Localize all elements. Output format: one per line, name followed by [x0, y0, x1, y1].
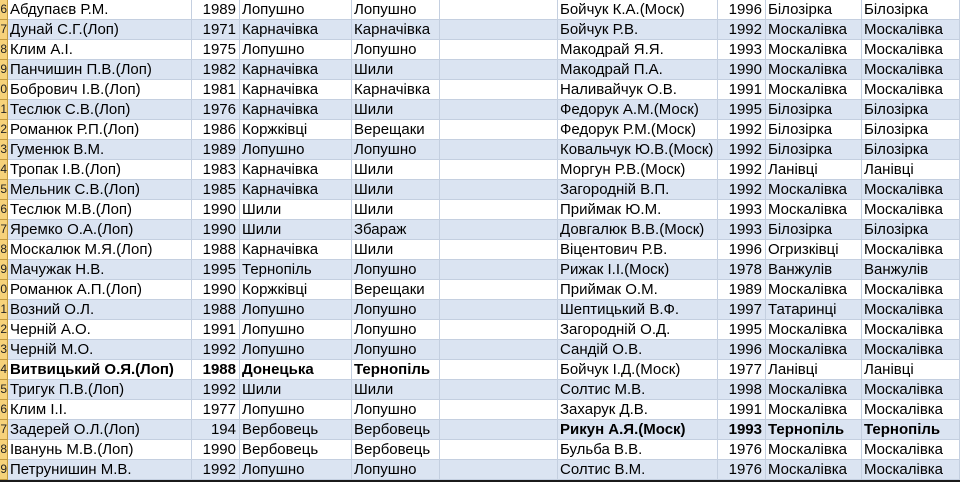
cell-place-right[interactable]: Москалівка [766, 320, 862, 340]
cell-name-right[interactable]: Рижак І.І.(Моск) [558, 260, 718, 280]
cell-name-left[interactable]: Романюк Р.П.(Лоп) [8, 120, 192, 140]
cell-place2-left[interactable]: Шили [352, 100, 440, 120]
cell-name-right[interactable]: Ковальчук Ю.В.(Моск) [558, 140, 718, 160]
row-header[interactable]: 8 [0, 440, 8, 460]
cell-place2-left[interactable]: Збараж [352, 220, 440, 240]
cell-place-left[interactable]: Лопушно [240, 340, 352, 360]
cell-place-left[interactable]: Карначівка [240, 160, 352, 180]
cell-place2-left[interactable]: Шили [352, 200, 440, 220]
cell-place-left[interactable]: Донецька [240, 360, 352, 380]
cell-empty[interactable] [440, 40, 558, 60]
cell-name-left[interactable]: Клим І.І. [8, 400, 192, 420]
cell-place2-right[interactable]: Ланівці [862, 360, 960, 380]
row-header[interactable]: 7 [0, 420, 8, 440]
cell-name-right[interactable]: Віцентович Р.В. [558, 240, 718, 260]
cell-year-left[interactable]: 1975 [192, 40, 240, 60]
table-row [0, 120, 960, 140]
cell-year-right[interactable]: 1976 [718, 440, 766, 460]
cell-place-right[interactable]: Білозірка [766, 120, 862, 140]
cell-place-right[interactable]: Москалівка [766, 460, 862, 480]
cell-place-right[interactable]: Москалівка [766, 400, 862, 420]
cell-place2-right[interactable]: Москалівка [862, 400, 960, 420]
cell-year-right[interactable]: 1989 [718, 280, 766, 300]
cell-place2-left[interactable]: Лопушно [352, 400, 440, 420]
cell-year-left[interactable]: 1977 [192, 400, 240, 420]
cell-empty[interactable] [440, 440, 558, 460]
cell-empty[interactable] [440, 340, 558, 360]
cell-place-left[interactable]: Лопушно [240, 400, 352, 420]
cell-year-right[interactable]: 1991 [718, 80, 766, 100]
cell-name-left[interactable]: Тропак І.В.(Лоп) [8, 160, 192, 180]
cell-place2-right[interactable]: Москалівка [862, 280, 960, 300]
cell-name-left[interactable]: Петрунишин М.В. [8, 460, 192, 480]
cell-place2-left[interactable]: Лопушно [352, 260, 440, 280]
cell-year-left[interactable]: 1988 [192, 240, 240, 260]
cell-place-right[interactable]: Білозірка [766, 0, 862, 20]
cell-place-left[interactable]: Карначівка [240, 60, 352, 80]
cell-year-left[interactable]: 1981 [192, 80, 240, 100]
cell-year-left[interactable]: 1992 [192, 340, 240, 360]
cell-place-right[interactable]: Ланівці [766, 160, 862, 180]
table-row [0, 180, 960, 200]
cell-name-right[interactable]: Макодрай П.А. [558, 60, 718, 80]
cell-name-left[interactable]: Панчишин П.В.(Лоп) [8, 60, 192, 80]
cell-place-right[interactable]: Москалівка [766, 440, 862, 460]
cell-year-right[interactable]: 1995 [718, 100, 766, 120]
cell-empty[interactable] [440, 180, 558, 200]
cell-name-left[interactable]: Клим А.І. [8, 40, 192, 60]
table-row [0, 140, 960, 160]
cell-empty[interactable] [440, 120, 558, 140]
cell-place-left[interactable]: Карначівка [240, 100, 352, 120]
cell-year-right[interactable]: 1996 [718, 340, 766, 360]
cell-place2-right[interactable]: Білозірка [862, 140, 960, 160]
table-row [0, 280, 960, 300]
cell-place2-right[interactable]: Москалівка [862, 300, 960, 320]
cell-place-left[interactable]: Лопушно [240, 0, 352, 20]
cell-empty[interactable] [440, 160, 558, 180]
cell-name-right[interactable]: Федорук Р.М.(Моск) [558, 120, 718, 140]
cell-empty[interactable] [440, 100, 558, 120]
table-row [0, 440, 960, 460]
cell-name-left[interactable]: Іванунь М.В.(Лоп) [8, 440, 192, 460]
cell-place2-right[interactable]: Ванжулів [862, 260, 960, 280]
cell-year-left[interactable]: 1990 [192, 200, 240, 220]
cell-year-left[interactable]: 1992 [192, 380, 240, 400]
cell-name-left[interactable]: Черній М.О. [8, 340, 192, 360]
cell-empty[interactable] [440, 320, 558, 340]
cell-year-right[interactable]: 1978 [718, 260, 766, 280]
cell-place2-left[interactable]: Верещаки [352, 120, 440, 140]
cell-year-right[interactable]: 1977 [718, 360, 766, 380]
cell-place-left[interactable]: Вербовець [240, 440, 352, 460]
table-row [0, 340, 960, 360]
row-header[interactable]: 8 [0, 40, 8, 60]
cell-year-right[interactable]: 1997 [718, 300, 766, 320]
cell-name-right[interactable]: Сандій О.В. [558, 340, 718, 360]
cell-empty[interactable] [440, 420, 558, 440]
cell-name-right[interactable]: Солтис В.М. [558, 460, 718, 480]
cell-place2-left[interactable]: Лопушно [352, 460, 440, 480]
table-row [0, 0, 960, 20]
cell-place-right[interactable]: Москалівка [766, 340, 862, 360]
table-row [0, 160, 960, 180]
cell-place-left[interactable]: Карначівка [240, 240, 352, 260]
cell-name-left[interactable]: Теслюк С.В.(Лоп) [8, 100, 192, 120]
cell-place-left[interactable]: Лопушно [240, 460, 352, 480]
row-header[interactable]: 3 [0, 340, 8, 360]
cell-year-left[interactable]: 1991 [192, 320, 240, 340]
cell-place2-right[interactable]: Ланівці [862, 160, 960, 180]
cell-year-left[interactable]: 1985 [192, 180, 240, 200]
cell-place2-right[interactable]: Москалівка [862, 180, 960, 200]
cell-name-right[interactable]: Загородній О.Д. [558, 320, 718, 340]
cell-place-right[interactable]: Білозірка [766, 140, 862, 160]
cell-year-left[interactable]: 1976 [192, 100, 240, 120]
cell-place-left[interactable]: Карначівка [240, 180, 352, 200]
cell-year-right[interactable]: 1993 [718, 220, 766, 240]
cell-place2-left[interactable]: Вербовець [352, 440, 440, 460]
cell-name-left[interactable]: Гуменюк В.М. [8, 140, 192, 160]
cell-name-left[interactable]: Тригук П.В.(Лоп) [8, 380, 192, 400]
cell-place-left[interactable]: Коржківці [240, 280, 352, 300]
cell-year-left[interactable]: 1988 [192, 300, 240, 320]
row-header[interactable]: 4 [0, 360, 8, 380]
cell-place2-right[interactable]: Білозірка [862, 0, 960, 20]
cell-name-right[interactable]: Солтис М.В. [558, 380, 718, 400]
cell-empty[interactable] [440, 400, 558, 420]
table-row [0, 400, 960, 420]
cell-place2-right[interactable]: Москалівка [862, 240, 960, 260]
row-header[interactable]: 2 [0, 120, 8, 140]
cell-year-right[interactable]: 1993 [718, 40, 766, 60]
row-header[interactable]: 9 [0, 260, 8, 280]
cell-name-right[interactable]: Бульба В.В. [558, 440, 718, 460]
cell-name-left[interactable]: Черній А.О. [8, 320, 192, 340]
cell-name-left[interactable]: Мачужак Н.В. [8, 260, 192, 280]
row-header[interactable]: 8 [0, 240, 8, 260]
cell-name-right[interactable]: Приймак О.М. [558, 280, 718, 300]
cell-place-left[interactable]: Коржківці [240, 120, 352, 140]
cell-empty[interactable] [440, 460, 558, 480]
row-header[interactable]: 3 [0, 140, 8, 160]
cell-name-right[interactable]: Бойчук К.А.(Моск) [558, 0, 718, 20]
cell-place2-left[interactable]: Шили [352, 160, 440, 180]
cell-year-left[interactable]: 194 [192, 420, 240, 440]
cell-year-left[interactable]: 1992 [192, 460, 240, 480]
cell-name-left[interactable]: Романюк А.П.(Лоп) [8, 280, 192, 300]
cell-place-right[interactable]: Москалівка [766, 200, 862, 220]
cell-place-left[interactable]: Лопушно [240, 140, 352, 160]
cell-place2-left[interactable]: Шили [352, 180, 440, 200]
cell-place-left[interactable]: Лопушно [240, 320, 352, 340]
cell-place2-right[interactable]: Москалівка [862, 20, 960, 40]
cell-empty[interactable] [440, 60, 558, 80]
cell-place-right[interactable]: Білозірка [766, 100, 862, 120]
cell-place-right[interactable]: Білозірка [766, 220, 862, 240]
row-header[interactable]: 6 [0, 200, 8, 220]
row-header[interactable]: 7 [0, 20, 8, 40]
cell-year-right[interactable]: 1976 [718, 460, 766, 480]
cell-place-right[interactable]: Москалівка [766, 20, 862, 40]
cell-name-right[interactable]: Бойчук І.Д.(Моск) [558, 360, 718, 380]
cell-name-right[interactable]: Федорук А.М.(Моск) [558, 100, 718, 120]
cell-name-left[interactable]: Витвицький О.Я.(Лоп) [8, 360, 192, 380]
cell-name-left[interactable]: Яремко О.А.(Лоп) [8, 220, 192, 240]
cell-empty[interactable] [440, 0, 558, 20]
cell-name-right[interactable]: Бойчук Р.В. [558, 20, 718, 40]
table-row [0, 60, 960, 80]
cell-name-left[interactable]: Возний О.Л. [8, 300, 192, 320]
cell-name-left[interactable]: Задерей О.Л.(Лоп) [8, 420, 192, 440]
cell-name-left[interactable]: Бобрович І.В.(Лоп) [8, 80, 192, 100]
cell-place2-left[interactable]: Вербовець [352, 420, 440, 440]
cell-year-left[interactable]: 1971 [192, 20, 240, 40]
cell-year-left[interactable]: 1988 [192, 360, 240, 380]
cell-year-right[interactable]: 1996 [718, 240, 766, 260]
cell-place-left[interactable]: Тернопіль [240, 260, 352, 280]
cell-place2-right[interactable]: Москалівка [862, 440, 960, 460]
cell-place2-right[interactable]: Москалівка [862, 380, 960, 400]
cell-empty[interactable] [440, 220, 558, 240]
table-row [0, 80, 960, 100]
cell-place-left[interactable]: Вербовець [240, 420, 352, 440]
cell-place-left[interactable]: Лопушно [240, 300, 352, 320]
cell-place2-right[interactable]: Білозірка [862, 100, 960, 120]
row-header[interactable]: 2 [0, 320, 8, 340]
cell-name-right[interactable]: Приймак Ю.М. [558, 200, 718, 220]
row-header[interactable]: 4 [0, 160, 8, 180]
cell-place-right[interactable]: Огризківці [766, 240, 862, 260]
cell-name-right[interactable]: Довгалюк В.В.(Моск) [558, 220, 718, 240]
row-header[interactable]: 9 [0, 460, 8, 480]
cell-year-left[interactable]: 1982 [192, 60, 240, 80]
cell-empty[interactable] [440, 140, 558, 160]
cell-name-right[interactable]: Моргун Р.В.(Моск) [558, 160, 718, 180]
cell-empty[interactable] [440, 80, 558, 100]
cell-place-left[interactable]: Карначівка [240, 80, 352, 100]
row-header[interactable]: 5 [0, 380, 8, 400]
cell-place-right[interactable]: Москалівка [766, 60, 862, 80]
table-row [0, 300, 960, 320]
cell-name-left[interactable]: Мельник С.В.(Лоп) [8, 180, 192, 200]
cell-place2-left[interactable]: Лопушно [352, 140, 440, 160]
cell-empty[interactable] [440, 260, 558, 280]
cell-place2-left[interactable]: Шили [352, 380, 440, 400]
cell-year-left[interactable]: 1995 [192, 260, 240, 280]
cell-place-right[interactable]: Москалівка [766, 280, 862, 300]
cell-year-right[interactable]: 1998 [718, 380, 766, 400]
table-row [0, 100, 960, 120]
cell-place-left[interactable]: Лопушно [240, 40, 352, 60]
cell-year-right[interactable]: 1992 [718, 180, 766, 200]
cell-year-right[interactable]: 1990 [718, 60, 766, 80]
row-header[interactable]: 5 [0, 180, 8, 200]
cell-place2-left[interactable]: Лопушно [352, 320, 440, 340]
cell-place2-right[interactable]: Москалівка [862, 60, 960, 80]
cell-name-right[interactable]: Шептицький В.Ф. [558, 300, 718, 320]
cell-year-left[interactable]: 1990 [192, 220, 240, 240]
cell-name-left[interactable]: Дунай С.Г.(Лоп) [8, 20, 192, 40]
cell-year-right[interactable]: 1996 [718, 0, 766, 20]
table-row [0, 220, 960, 240]
cell-place2-left[interactable]: Лопушно [352, 340, 440, 360]
cell-place-left[interactable]: Карначівка [240, 20, 352, 40]
cell-name-right[interactable]: Рикун А.Я.(Моск) [558, 420, 718, 440]
cell-year-right[interactable]: 1992 [718, 120, 766, 140]
cell-empty[interactable] [440, 240, 558, 260]
row-header[interactable]: 0 [0, 80, 8, 100]
cell-name-left[interactable]: Москалюк М.Я.(Лоп) [8, 240, 192, 260]
cell-place-right[interactable]: Татаринці [766, 300, 862, 320]
cell-empty[interactable] [440, 280, 558, 300]
cell-empty[interactable] [440, 360, 558, 380]
cell-place2-left[interactable]: Верещаки [352, 280, 440, 300]
cell-place2-left[interactable]: Лопушно [352, 0, 440, 20]
cell-place2-right[interactable]: Москалівка [862, 80, 960, 100]
cell-place2-right[interactable]: Москалівка [862, 200, 960, 220]
cell-place-left[interactable]: Шили [240, 380, 352, 400]
cell-name-right[interactable]: Макодрай Я.Я. [558, 40, 718, 60]
cell-place-right[interactable]: Москалівка [766, 40, 862, 60]
cell-place2-right[interactable]: Москалівка [862, 460, 960, 480]
cell-place2-left[interactable]: Лопушно [352, 40, 440, 60]
cell-place2-left[interactable]: Карначівка [352, 20, 440, 40]
row-header[interactable]: 7 [0, 220, 8, 240]
cell-place-right[interactable]: Москалівка [766, 380, 862, 400]
table-row [0, 460, 960, 480]
cell-year-left[interactable]: 1983 [192, 160, 240, 180]
table-row [0, 420, 960, 440]
cell-place-right[interactable]: Ванжулів [766, 260, 862, 280]
cell-empty[interactable] [440, 300, 558, 320]
cell-empty[interactable] [440, 380, 558, 400]
cell-place-right[interactable]: Ланівці [766, 360, 862, 380]
cell-place-left[interactable]: Шили [240, 200, 352, 220]
cell-place-right[interactable]: Москалівка [766, 180, 862, 200]
cell-place-right[interactable]: Москалівка [766, 80, 862, 100]
cell-year-right[interactable]: 1992 [718, 140, 766, 160]
table-row [0, 240, 960, 260]
cell-name-right[interactable]: Захарук Д.В. [558, 400, 718, 420]
row-header[interactable]: 9 [0, 60, 8, 80]
cell-year-right[interactable]: 1991 [718, 400, 766, 420]
table-row [0, 360, 960, 380]
cell-year-left[interactable]: 1990 [192, 280, 240, 300]
cell-place2-right[interactable]: Москалівка [862, 40, 960, 60]
row-header[interactable]: 6 [0, 0, 8, 20]
grid-bottom-border [0, 480, 960, 488]
cell-place2-left[interactable]: Шили [352, 60, 440, 80]
table-row [0, 380, 960, 400]
row-header[interactable]: 1 [0, 300, 8, 320]
cell-name-left[interactable]: Абдупаєв Р.М. [8, 0, 192, 20]
cell-year-right[interactable]: 1992 [718, 160, 766, 180]
cell-empty[interactable] [440, 20, 558, 40]
cell-place2-left[interactable]: Тернопіль [352, 360, 440, 380]
table-row [0, 20, 960, 40]
table-row [0, 320, 960, 340]
table-row [0, 200, 960, 220]
cell-empty[interactable] [440, 200, 558, 220]
cell-year-right[interactable]: 1992 [718, 20, 766, 40]
table-row [0, 40, 960, 60]
cell-name-left[interactable]: Теслюк М.В.(Лоп) [8, 200, 192, 220]
cell-name-right[interactable]: Загородній В.П. [558, 180, 718, 200]
cell-place-right[interactable]: Тернопіль [766, 420, 862, 440]
cell-place2-right[interactable]: Тернопіль [862, 420, 960, 440]
cell-year-left[interactable]: 1990 [192, 440, 240, 460]
row-header[interactable]: 1 [0, 100, 8, 120]
row-header[interactable]: 0 [0, 280, 8, 300]
cell-place2-right[interactable]: Білозірка [862, 220, 960, 240]
cell-place2-left[interactable]: Карначівка [352, 80, 440, 100]
cell-name-right[interactable]: Наливайчук О.В. [558, 80, 718, 100]
cell-year-right[interactable]: 1993 [718, 200, 766, 220]
cell-year-left[interactable]: 1986 [192, 120, 240, 140]
table-row [0, 260, 960, 280]
row-header[interactable]: 6 [0, 400, 8, 420]
cell-year-left[interactable]: 1989 [192, 140, 240, 160]
cell-year-right[interactable]: 1993 [718, 420, 766, 440]
cell-place2-right[interactable]: Москалівка [862, 340, 960, 360]
cell-place2-left[interactable]: Шили [352, 240, 440, 260]
cell-place2-left[interactable]: Лопушно [352, 300, 440, 320]
cell-place2-right[interactable]: Москалівка [862, 320, 960, 340]
cell-place-left[interactable]: Шили [240, 220, 352, 240]
cell-place2-right[interactable]: Білозірка [862, 120, 960, 140]
cell-year-right[interactable]: 1995 [718, 320, 766, 340]
cell-year-left[interactable]: 1989 [192, 0, 240, 20]
